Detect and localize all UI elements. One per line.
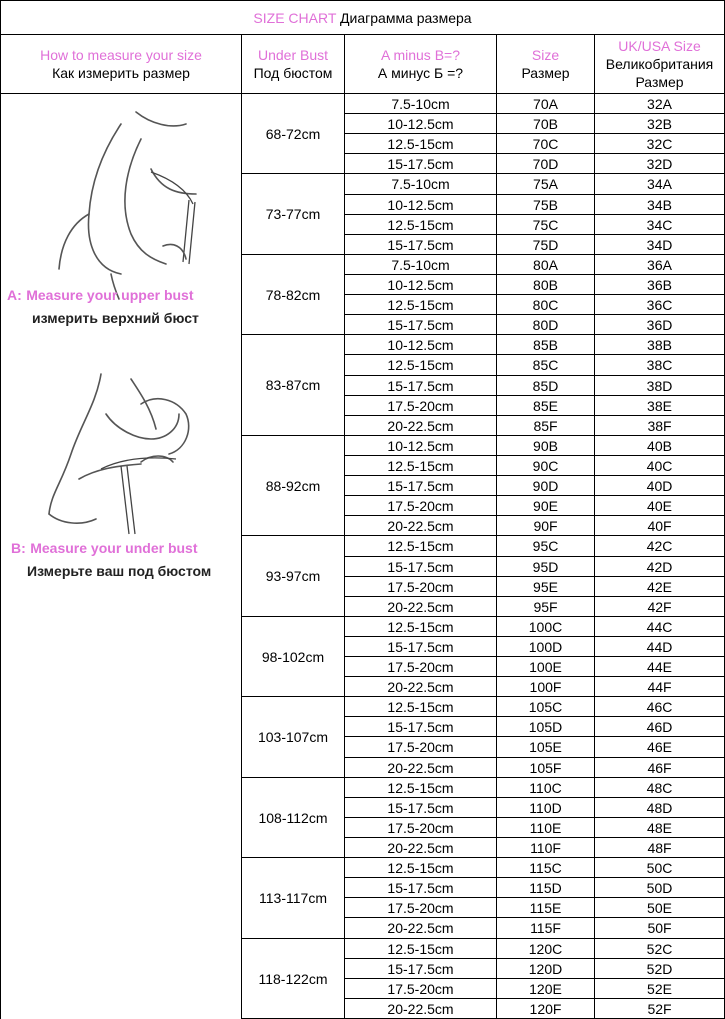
uk-usa-size-cell: 38B <box>595 335 725 355</box>
uk-usa-size-cell: 32B <box>595 114 725 134</box>
bust-difference-cell: 12.5-15cm <box>345 778 497 798</box>
header-measure <box>0 35 242 94</box>
header-under-bust-en: Under Bust <box>257 47 329 63</box>
caption-b-en: Measure your under bust <box>30 540 198 556</box>
bust-difference-cell: 12.5-15cm <box>345 134 497 154</box>
under-bust-range: 68-72cm <box>242 94 345 174</box>
size-cell: 120C <box>497 939 595 959</box>
upper-bust-illustration <box>59 112 196 299</box>
size-chart-title <box>0 0 725 35</box>
size-cell: 70A <box>497 94 595 114</box>
measure-instructions-panel <box>0 94 242 1019</box>
uk-usa-size-cell: 48F <box>595 838 725 858</box>
caption-a <box>7 287 243 328</box>
header-under-bust-ru: Под бюстом <box>253 65 333 81</box>
under-bust-range: 108-112cm <box>242 778 345 858</box>
uk-usa-size-cell: 52E <box>595 979 725 999</box>
bust-difference-cell: 7.5-10cm <box>345 174 497 195</box>
bust-difference-cell: 12.5-15cm <box>345 858 497 878</box>
caption-a-ru: измерить верхний бюст <box>32 310 199 326</box>
title-ru: Диаграмма размера <box>340 10 472 26</box>
bust-difference-cell: 15-17.5cm <box>345 154 497 174</box>
uk-usa-size-cell: 50C <box>595 858 725 878</box>
bust-difference-cell: 20-22.5cm <box>345 999 497 1019</box>
size-cell: 90D <box>497 476 595 496</box>
uk-usa-size-cell: 32A <box>595 94 725 114</box>
bust-difference-cell: 20-22.5cm <box>345 838 497 858</box>
uk-usa-size-cell: 46F <box>595 758 725 778</box>
header-a-minus-b-ru: А минус Б =? <box>377 65 464 81</box>
caption-b <box>11 540 243 581</box>
bust-difference-cell: 20-22.5cm <box>345 918 497 939</box>
size-cell: 75D <box>497 235 595 255</box>
bust-difference-cell: 15-17.5cm <box>345 878 497 898</box>
size-cell: 100F <box>497 677 595 697</box>
uk-usa-size-cell: 44E <box>595 657 725 677</box>
uk-usa-size-cell: 48E <box>595 818 725 838</box>
uk-usa-size-cell: 40E <box>595 496 725 516</box>
header-uk-usa <box>595 35 725 94</box>
bust-difference-cell: 20-22.5cm <box>345 516 497 536</box>
size-cell: 110E <box>497 818 595 838</box>
size-cell: 80D <box>497 315 595 335</box>
bust-difference-cell: 10-12.5cm <box>345 275 497 295</box>
size-cell: 95E <box>497 577 595 597</box>
uk-usa-size-cell: 38E <box>595 396 725 416</box>
uk-usa-size-cell: 34B <box>595 195 725 215</box>
uk-usa-size-cell: 38D <box>595 376 725 396</box>
size-cell: 85F <box>497 416 595 436</box>
size-cell: 110D <box>497 798 595 818</box>
size-cell: 115F <box>497 918 595 939</box>
size-cell: 110C <box>497 778 595 798</box>
uk-usa-size-cell: 50E <box>595 898 725 918</box>
bust-difference-cell: 15-17.5cm <box>345 476 497 496</box>
header-measure-ru: Как измерить размер <box>52 65 190 81</box>
bust-difference-cell: 12.5-15cm <box>345 456 497 476</box>
under-bust-range: 93-97cm <box>242 536 345 617</box>
uk-usa-size-cell: 34A <box>595 174 725 195</box>
caption-a-en: Measure your upper bust <box>26 287 194 303</box>
uk-usa-size-cell: 38F <box>595 416 725 436</box>
size-table <box>242 94 725 1019</box>
under-bust-illustration <box>49 374 189 534</box>
under-bust-range: 118-122cm <box>242 939 345 1019</box>
size-cell: 120F <box>497 999 595 1019</box>
uk-usa-size-cell: 50D <box>595 878 725 898</box>
size-cell: 75A <box>497 174 595 195</box>
under-bust-range: 78-82cm <box>242 255 345 335</box>
bust-difference-cell: 20-22.5cm <box>345 597 497 617</box>
bust-difference-cell: 12.5-15cm <box>345 697 497 717</box>
uk-usa-size-cell: 52C <box>595 939 725 959</box>
bust-difference-cell: 17.5-20cm <box>345 737 497 758</box>
under-bust-range: 103-107cm <box>242 697 345 778</box>
uk-usa-size-cell: 52F <box>595 999 725 1019</box>
bust-difference-cell: 17.5-20cm <box>345 898 497 918</box>
under-bust-range: 83-87cm <box>242 335 345 436</box>
size-cell: 95C <box>497 536 595 557</box>
size-cell: 120E <box>497 979 595 999</box>
bust-difference-cell: 7.5-10cm <box>345 255 497 275</box>
size-cell: 85D <box>497 376 595 396</box>
title-en: SIZE CHART <box>253 10 337 26</box>
header-uk-usa-ru1: Великобритания <box>605 56 714 72</box>
size-cell: 85B <box>497 335 595 355</box>
uk-usa-size-cell: 42D <box>595 557 725 577</box>
size-cell: 90E <box>497 496 595 516</box>
size-cell: 100C <box>497 617 595 637</box>
uk-usa-size-cell: 48D <box>595 798 725 818</box>
bust-difference-cell: 20-22.5cm <box>345 677 497 697</box>
bust-difference-cell: 15-17.5cm <box>345 376 497 396</box>
bust-difference-cell: 12.5-15cm <box>345 215 497 235</box>
size-cell: 75B <box>497 195 595 215</box>
size-cell: 70D <box>497 154 595 174</box>
size-cell: 90F <box>497 516 595 536</box>
bust-difference-cell: 15-17.5cm <box>345 637 497 657</box>
size-cell: 85C <box>497 355 595 376</box>
bust-difference-cell: 17.5-20cm <box>345 496 497 516</box>
size-cell: 100D <box>497 637 595 657</box>
uk-usa-size-cell: 40F <box>595 516 725 536</box>
header-a-minus-b <box>345 35 497 94</box>
bust-difference-cell: 10-12.5cm <box>345 436 497 456</box>
bust-difference-cell: 10-12.5cm <box>345 195 497 215</box>
bust-difference-cell: 12.5-15cm <box>345 295 497 315</box>
caption-b-label: B: <box>11 540 26 556</box>
uk-usa-size-cell: 46C <box>595 697 725 717</box>
size-cell: 105E <box>497 737 595 758</box>
bust-difference-cell: 17.5-20cm <box>345 396 497 416</box>
size-cell: 85E <box>497 396 595 416</box>
size-cell: 90B <box>497 436 595 456</box>
uk-usa-size-cell: 36B <box>595 275 725 295</box>
bust-difference-cell: 15-17.5cm <box>345 315 497 335</box>
bust-difference-cell: 12.5-15cm <box>345 939 497 959</box>
under-bust-range: 113-117cm <box>242 858 345 939</box>
bust-difference-cell: 15-17.5cm <box>345 798 497 818</box>
size-cell: 80B <box>497 275 595 295</box>
uk-usa-size-cell: 52D <box>595 959 725 979</box>
uk-usa-size-cell: 40B <box>595 436 725 456</box>
bust-difference-cell: 17.5-20cm <box>345 979 497 999</box>
size-cell: 95D <box>497 557 595 577</box>
bust-difference-cell: 12.5-15cm <box>345 536 497 557</box>
uk-usa-size-cell: 36C <box>595 295 725 315</box>
header-size <box>497 35 595 94</box>
bust-difference-cell: 10-12.5cm <box>345 114 497 134</box>
uk-usa-size-cell: 50F <box>595 918 725 939</box>
size-cell: 120D <box>497 959 595 979</box>
bust-difference-cell: 17.5-20cm <box>345 577 497 597</box>
bust-difference-cell: 15-17.5cm <box>345 557 497 577</box>
uk-usa-size-cell: 38C <box>595 355 725 376</box>
header-a-minus-b-en: A minus B=? <box>381 47 460 63</box>
size-cell: 80C <box>497 295 595 315</box>
bust-difference-cell: 12.5-15cm <box>345 617 497 637</box>
header-uk-usa-en: UK/USA Size <box>618 38 701 54</box>
bust-difference-cell: 12.5-15cm <box>345 355 497 376</box>
caption-a-label: A: <box>7 287 22 303</box>
size-cell: 80A <box>497 255 595 275</box>
size-cell: 115D <box>497 878 595 898</box>
caption-b-ru: Измерьте ваш под бюстом <box>27 563 212 579</box>
under-bust-range: 88-92cm <box>242 436 345 536</box>
size-cell: 70C <box>497 134 595 154</box>
size-cell: 115E <box>497 898 595 918</box>
bust-difference-cell: 15-17.5cm <box>345 959 497 979</box>
header-uk-usa-ru2: Размер <box>635 74 684 90</box>
uk-usa-size-cell: 42C <box>595 536 725 557</box>
uk-usa-size-cell: 36D <box>595 315 725 335</box>
bust-difference-cell: 20-22.5cm <box>345 758 497 778</box>
uk-usa-size-cell: 42F <box>595 597 725 617</box>
size-cell: 90C <box>497 456 595 476</box>
uk-usa-size-cell: 46D <box>595 717 725 737</box>
uk-usa-size-cell: 44C <box>595 617 725 637</box>
header-size-en: Size <box>531 47 560 63</box>
size-cell: 110F <box>497 838 595 858</box>
uk-usa-size-cell: 44F <box>595 677 725 697</box>
uk-usa-size-cell: 46E <box>595 737 725 758</box>
size-cell: 105F <box>497 758 595 778</box>
bust-difference-cell: 10-12.5cm <box>345 335 497 355</box>
uk-usa-size-cell: 40D <box>595 476 725 496</box>
uk-usa-size-cell: 32C <box>595 134 725 154</box>
bust-difference-cell: 15-17.5cm <box>345 235 497 255</box>
header-size-ru: Размер <box>521 65 570 81</box>
under-bust-range: 98-102cm <box>242 617 345 697</box>
uk-usa-size-cell: 36A <box>595 255 725 275</box>
uk-usa-size-cell: 32D <box>595 154 725 174</box>
bust-difference-cell: 17.5-20cm <box>345 818 497 838</box>
bust-difference-cell: 20-22.5cm <box>345 416 497 436</box>
size-cell: 70B <box>497 114 595 134</box>
uk-usa-size-cell: 48C <box>595 778 725 798</box>
size-cell: 115C <box>497 858 595 878</box>
uk-usa-size-cell: 34D <box>595 235 725 255</box>
size-cell: 75C <box>497 215 595 235</box>
uk-usa-size-cell: 34C <box>595 215 725 235</box>
uk-usa-size-cell: 40C <box>595 456 725 476</box>
header-measure-en: How to measure your size <box>40 47 202 63</box>
bust-difference-cell: 17.5-20cm <box>345 657 497 677</box>
size-cell: 105D <box>497 717 595 737</box>
size-cell: 95F <box>497 597 595 617</box>
under-bust-range: 73-77cm <box>242 174 345 255</box>
uk-usa-size-cell: 42E <box>595 577 725 597</box>
header-under-bust <box>242 35 345 94</box>
size-cell: 100E <box>497 657 595 677</box>
uk-usa-size-cell: 44D <box>595 637 725 657</box>
size-cell: 105C <box>497 697 595 717</box>
bust-difference-cell: 15-17.5cm <box>345 717 497 737</box>
bust-difference-cell: 7.5-10cm <box>345 94 497 114</box>
